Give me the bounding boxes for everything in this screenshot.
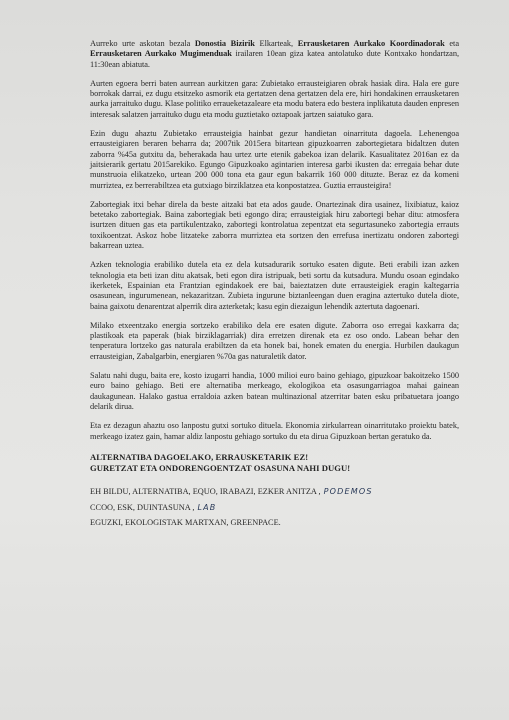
handwritten-lab: LAB: [197, 502, 217, 512]
paragraph-energy: Milako etxeentzako energia sortzeko erabiliko dela ere esaten digute. Zaborra oso erregai kaxkarra da; plastikoak eta paperak (biak birziklagarriak) dira erretzen direnak eta ez oso ondo. Labean behar den tenperatura lortzeko gas naturala erabiltzen da eta honek bai, honek ematen du energia. Hurbilen daukagun errausteigian, Zabalgarbin, energiaren %70a gas naturaletik dator.: [90, 320, 459, 361]
intro-text-3: eta: [444, 39, 459, 48]
paragraph-intro: [90, 39, 459, 70]
signatory-line-2: [90, 500, 459, 516]
org-koordinadora: Errausketaren Aurkako Koordinadorak: [297, 39, 445, 48]
slogan-line-2: GURETZAT ETA ONDORENGOENTZAT OSASUNA NAHI DUGU!: [90, 462, 351, 473]
slogan-line-1: ALTERNATIBA DAGOELAKO, ERRAUSKETARIK EZ!: [90, 451, 309, 462]
paragraph-situation: Aurten egoera berri baten aurrean aurkitzen gara: Zubietako errausteigiaren obrak hasiak dira. Hala ere gure borrokak darrai, ez dugu etsitzeko asmorik eta gertatzen dena gertatzen dela ere, hiri hondakinen errausketaren aurka jarraituko dugu. Klase politiko erraueketazaleare eta modu batera edo bestera inplikatuta dauden enpresen interesak salatzen jarraituko dugu eta modu guztietako oztapoak jartzen saiatuko gara.: [90, 78, 459, 119]
slogan-headline: [90, 452, 459, 474]
paragraph-landfills: Zabortegiak itxi behar direla da beste aitzaki bat eta ados gaude. Onartezinak dira usainez, lixibiatuz, kaioz betetako zabortegiak. Baina zabortegiak beti egongo dira; errausteigiak hiru zabortegi behar ditu: atmosfera isurtzen dituen gas eta partikulentzako, zabortegi kontrolatua zepentzat eta segurtasuneko zabortegia errauts toxikoentzat. Askoz hobe litzateke zaborra murriztea eta sortzen den errefusa inertizatu ondoren zabortegi bakarrean uztea.: [90, 199, 459, 251]
paragraph-jobs: Eta ez dezagun ahaztu oso lanpostu gutxi sortuko dituela. Ekonomia zirkularrean oinarritutako proiektu batek, merkeago izatez gain, hamar aldiz lanpostu gehiago sortuko du eta dirua Gipuzkoan bertan geratuko da.: [90, 421, 459, 441]
paragraph-cost: Salatu nahi dugu, baita ere, kosto izugarri handia, 1000 milioi euro baino gehiago, gipuzkoar bakoitzeko 1500 euro baino gehiago. Beti ere alternatiba merkeago, ekologikoa eta osasungarriagoa mahai gainean daukagunean. Halako gastua erraldoia azken batean multinazional atzerritar baten esku pribatuetara joango delarik dirua.: [90, 371, 459, 411]
signatory-line-1-text: EH BILDU, ALTERNATIBA, EQUO, IRABAZI, EZKER ANITZA ,: [90, 487, 321, 497]
signatory-list: [90, 484, 459, 531]
org-donostia-bizirik: Donostia Bizirik: [194, 39, 255, 48]
signatory-line-1: [90, 484, 459, 500]
paragraph-technology: Azken teknologia erabiliko dutela eta ez dela kutsadurarik sortuko esaten digute. Beti erabili izan azken teknologia eta beti izan ditu akatsak, beti egon dira istripuak, beti sortu da kutsadura. Mundu osoan egindako ikerketek, Espainian eta Frantzian egindakoek ere bai, baieztatzen dute errausteigiek eragin kaltegarria osasunean, ingurumenean, nekazaritzan. Zubieta ingurune biztanleengan duen eragina aztertuko dutela diote, baina gaixotu denarentzat alperrik dira azterketak; kasu egin diezaigun lehendik aztertuta dagoenari.: [90, 260, 459, 311]
intro-text-4: irailaren 10ean giza katea antolatuko dute Kontxako hondartzan, 11:30ean abiatuta.: [90, 49, 459, 69]
handwritten-podemos: PODEMOS: [323, 487, 373, 497]
signatory-line-2-text: CCOO, ESK, DUINTASUNA ,: [90, 502, 195, 512]
org-mugimendua: Errausketaren Aurkako Mugimenduak: [90, 49, 232, 59]
signatory-line-3: EGUZKI, EKOLOGISTAK MARTXAN, GREENPACE.: [90, 518, 281, 528]
intro-text-1: Aurreko urte askotan bezala: [90, 39, 195, 48]
intro-text-2: Elkarteak,: [254, 39, 298, 48]
paragraph-lies: Ezin dugu ahaztu Zubietako errausteigia hainbat gezur handietan oinarrituta dagoela. Lehenengoa errausteigiaren beraren beharra da; 2007tik 2015era bitartean gipuzkoarren zabortegietara bidaltzen duten zaborra %45a gutxitu da, beherakada hau urtez urte etenik gabekoa izan delarik. Kasualitatez 2016an ez da jaitsierarik gertatu 2015arekiko. Egungo Gipuzkoako agintarien interesa garbi ikusten da: erregaia behar dute munstruoia elikatzeko, urtean 200 000 tona eta gaur egun bakarrik 160 000 dituzte. Beraz ez da komeni murriztea, ez berrerabiltzea eta gutxiago birziklatzea eta konpostatzea. Guztia errausteigira!: [90, 129, 459, 190]
